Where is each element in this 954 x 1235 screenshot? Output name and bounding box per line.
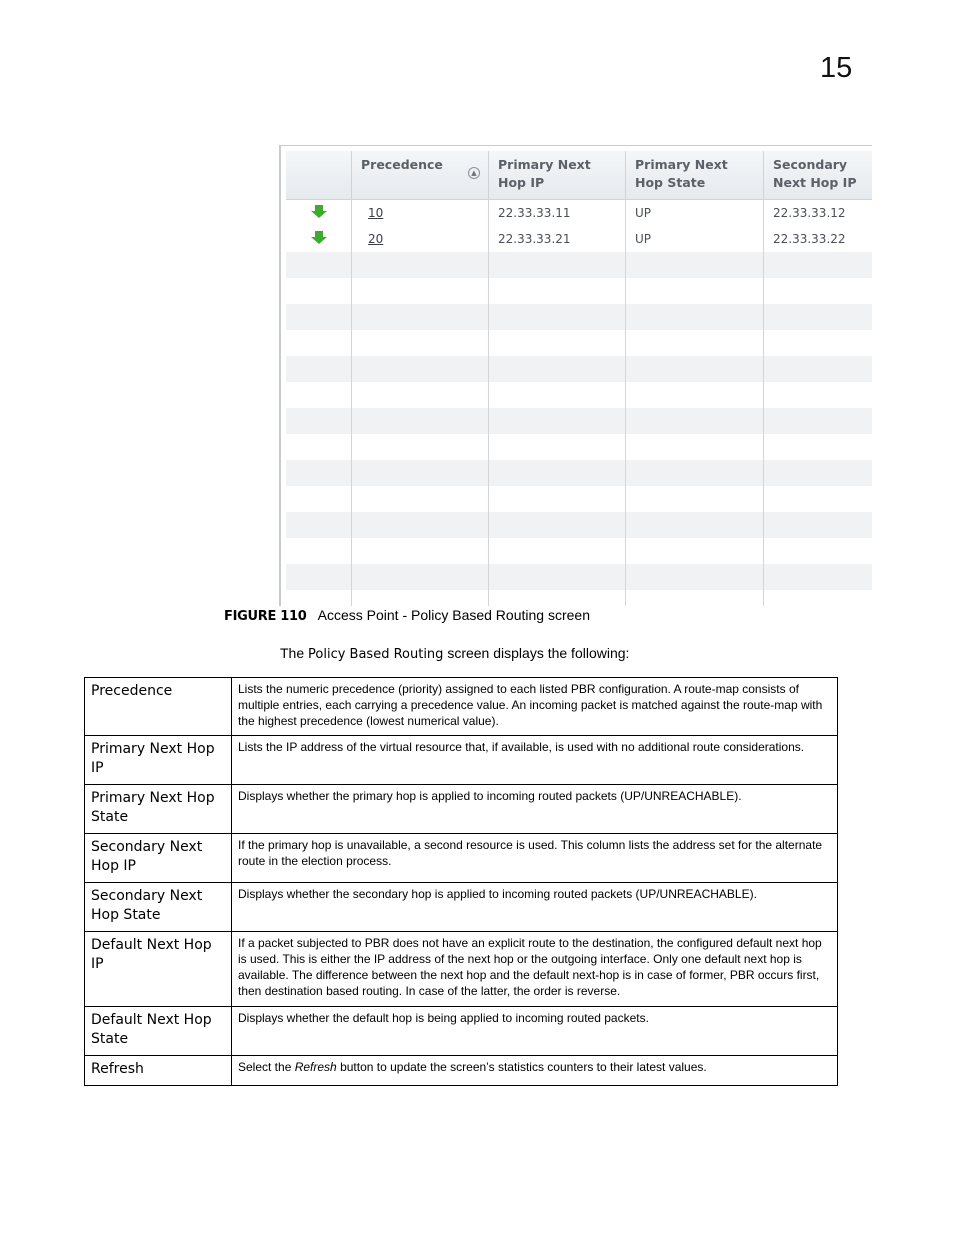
grid-header [286,151,872,200]
secondary-ip-cell: 22.33.33.22 [764,226,872,252]
empty-row [286,590,872,606]
empty-row [286,434,872,460]
pbr-grid [286,151,872,606]
secondary-ip-cell: 22.33.33.12 [764,200,872,226]
term-cell: Default Next Hop IP [85,932,232,1007]
primary-state-cell: UP [626,226,764,252]
intro-text: The Policy Based Routing screen displays the following: [280,645,630,662]
table-row [85,736,838,785]
empty-row [286,252,872,278]
table-row [85,883,838,932]
term-cell: Secondary Next Hop IP [85,834,232,883]
figure-caption [224,607,590,624]
desc-cell: Displays whether the default hop is being applied to incoming routed packets. [232,1007,838,1056]
green-down-arrow-icon [311,231,327,245]
desc-cell: If a packet subjected to PBR does not have an explicit route to the destination, the configured default next hop is used. This is either the IP address of the next hop or the outgoing interface. Only one default next hop is available. The difference between the next hop and the default next-hop is in case of former, PBR occurs first, then destination based routing. In case of the latter, the order is reverse. [232,932,838,1007]
desc-cell: Lists the IP address of the virtual resource that, if available, is used with no additional route considerations. [232,736,838,785]
primary-state-cell: UP [626,200,764,226]
header-primary-next-hop-state[interactable]: Primary Next Hop State [626,151,764,199]
empty-row [286,460,872,486]
header-icon-column [286,151,352,199]
header-precedence-label: Precedence [361,157,443,172]
table-row [85,932,838,1007]
empty-row [286,564,872,590]
primary-ip-cell: 22.33.33.11 [489,200,626,226]
definition-table [84,677,838,1086]
desc-cell: Displays whether the primary hop is applied to incoming routed packets (UP/UNREACHABLE). [232,785,838,834]
header-precedence[interactable] [352,151,489,199]
table-row [85,1007,838,1056]
desc-cell: Lists the numeric precedence (priority) assigned to each listed PBR configuration. A route-map consists of multiple entries, each carrying a precedence value. An incoming packet is matched against the route-map with the highest precedence (lowest numerical value). [232,678,838,736]
desc-cell: Select the Refresh button to update the screen’s statistics counters to their latest values. [232,1056,838,1086]
sort-icon[interactable]: ▲ [468,167,480,179]
empty-row [286,382,872,408]
term-cell: Primary Next Hop State [85,785,232,834]
figure-label: FIGURE 110 [224,609,307,624]
table-row [85,785,838,834]
empty-row [286,278,872,304]
table-row [85,1056,838,1086]
green-down-arrow-icon [311,205,327,219]
precedence-link[interactable]: 20 [368,232,384,246]
refresh-button-ref: Refresh [294,1060,337,1074]
figure-screenshot [279,145,872,606]
term-cell: Secondary Next Hop State [85,883,232,932]
term-cell: Precedence [85,678,232,736]
table-row[interactable] [286,200,872,226]
primary-ip-cell: 22.33.33.21 [489,226,626,252]
table-row [85,678,838,736]
empty-row [286,330,872,356]
term-cell: Default Next Hop State [85,1007,232,1056]
empty-row [286,356,872,382]
term-cell: Primary Next Hop IP [85,736,232,785]
desc-cell: Displays whether the secondary hop is applied to incoming routed packets (UP/UNREACHABLE). [232,883,838,932]
empty-row [286,486,872,512]
empty-row [286,408,872,434]
header-secondary-next-hop-ip[interactable]: Secondary Next Hop IP [764,151,872,199]
figure-title: Access Point - Policy Based Routing screen [317,607,590,623]
table-row[interactable] [286,226,872,252]
header-primary-next-hop-ip[interactable]: Primary Next Hop IP [489,151,626,199]
screen-name: Policy Based Routing [308,647,444,662]
desc-cell: If the primary hop is unavailable, a second resource is used. This column lists the address set for the alternate route in the election process. [232,834,838,883]
table-row [85,834,838,883]
chapter-number: 15 [820,52,853,84]
empty-row [286,304,872,330]
empty-rows [286,252,872,606]
precedence-link[interactable]: 10 [368,206,384,220]
empty-row [286,512,872,538]
empty-row [286,538,872,564]
term-cell: Refresh [85,1056,232,1086]
